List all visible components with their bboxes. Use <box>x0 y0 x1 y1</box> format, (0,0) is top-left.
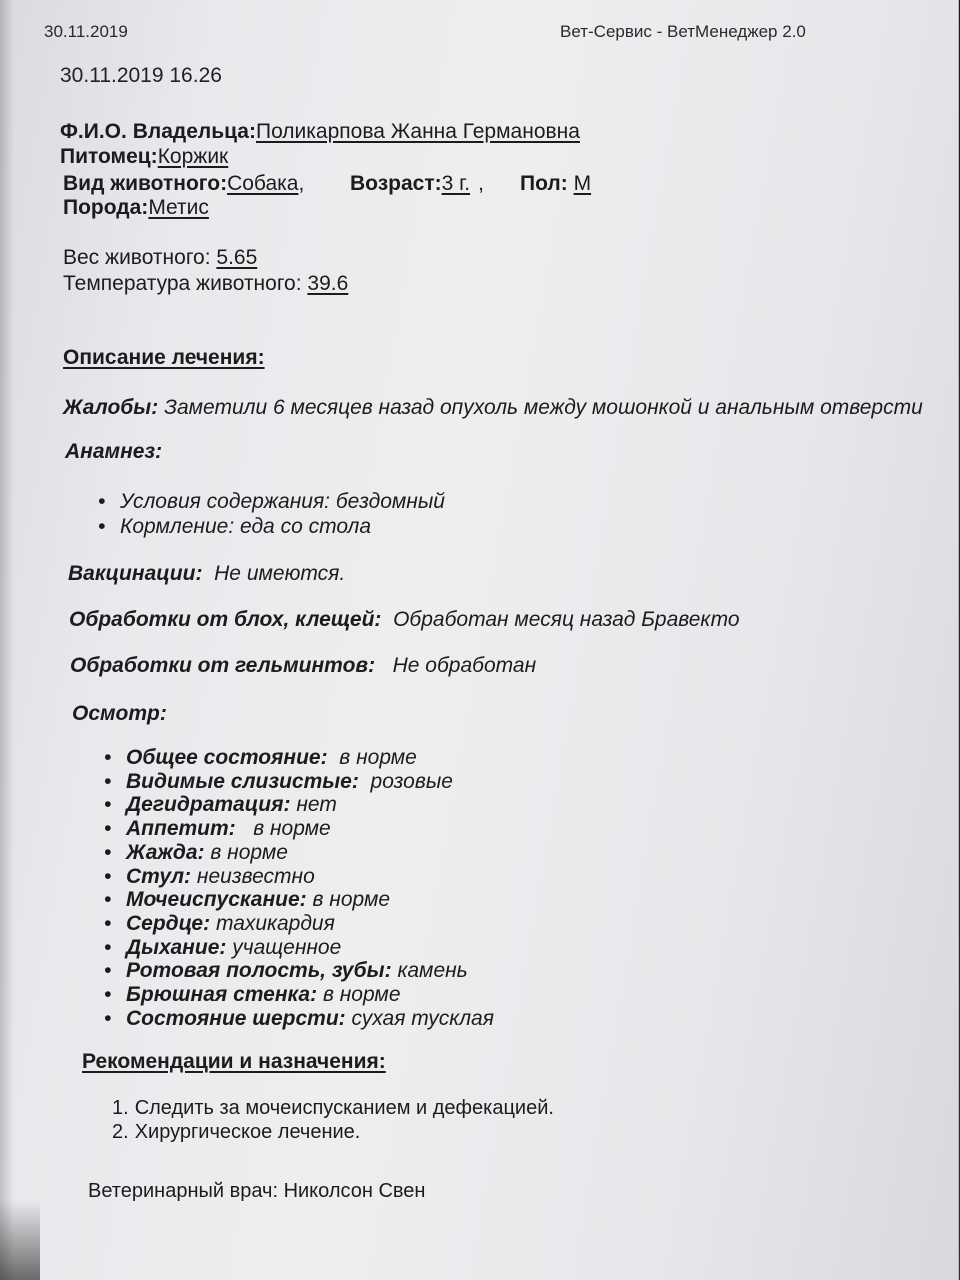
age-value: 3 г. <box>441 172 471 195</box>
sex-row <box>520 172 591 196</box>
pet-row <box>60 145 228 169</box>
exam-list <box>104 746 494 1030</box>
exam-item: • Состояние шерсти: сухая тусклая <box>104 1007 494 1031</box>
recommendation-item: 2. Хирургическое лечение. <box>112 1121 361 1143</box>
owner-value: Поликарпова Жанна Германовна <box>255 120 580 143</box>
exam-label: Осмотр: <box>72 702 167 725</box>
anamnesis-item: • Кормление: еда со стола <box>98 514 445 539</box>
helminth-treatment-label: Обработки от гельминтов: <box>70 654 376 677</box>
temperature-value: 39.6 <box>307 272 349 295</box>
temperature-row <box>63 272 348 296</box>
exam-item: • Дыхание: учащенное <box>104 936 494 960</box>
recommendations-list <box>112 1096 554 1144</box>
record-datetime: 30.11.2019 16.26 <box>60 64 222 87</box>
anamnesis-list <box>98 489 445 539</box>
pet-label: Питомец: <box>60 145 158 168</box>
temperature-label: Температура животного: <box>63 272 302 295</box>
pet-value: Коржик <box>157 145 229 168</box>
helminth-treatment-row <box>70 654 536 678</box>
exam-item: • Аппетит: в норме <box>104 817 494 841</box>
treatment-heading: Описание лечения: <box>63 346 265 369</box>
weight-row <box>63 246 257 270</box>
anamnesis-item: • Условия содержания: бездомный <box>98 489 445 514</box>
complaints-row <box>63 396 923 420</box>
sheet-shadow <box>0 0 14 1280</box>
app-title: Вет-Сервис - ВетМенеджер 2.0 <box>560 22 806 41</box>
species-row <box>63 172 304 196</box>
exam-item: • Сердце: тахикардия <box>104 912 494 936</box>
flea-treatment-row <box>69 608 740 632</box>
exam-item: • Ротовая полость, зубы: камень <box>104 959 494 983</box>
sheet-corner-shadow <box>0 1200 40 1280</box>
recommendation-item: 1. Следить за мочеиспусканием и дефекацией. <box>112 1097 554 1119</box>
breed-row <box>63 196 209 220</box>
flea-treatment-label: Обработки от блох, клещей: <box>69 608 382 631</box>
exam-item: • Видимые слизистые: розовые <box>104 770 494 794</box>
exam-item: • Жажда: в норме <box>104 841 494 865</box>
exam-item: • Брюшная стенка: в норме <box>104 983 494 1007</box>
breed-label: Порода: <box>63 196 149 219</box>
doctor-signature-row <box>88 1180 425 1203</box>
anamnesis-label: Анамнез: <box>65 440 163 463</box>
exam-item: • Стул: неизвестно <box>104 865 494 889</box>
species-separator: , <box>298 172 305 195</box>
sex-value: М <box>573 172 592 195</box>
vaccinations-label: Вакцинации: <box>68 562 203 585</box>
age-separator: , <box>478 172 484 195</box>
doctor-label: Ветеринарный врач: <box>88 1180 278 1202</box>
sex-label: Пол: <box>520 172 568 195</box>
species-value: Собака <box>227 172 299 195</box>
print-date: 30.11.2019 <box>44 22 128 41</box>
complaints-value: Заметили 6 месяцев назад опухоль между мошонкой и анальным отверсти <box>164 396 923 419</box>
exam-item: • Дегидратация: нет <box>104 793 494 817</box>
recommendations-heading: Рекомендации и назначения: <box>82 1050 386 1073</box>
species-label: Вид животного: <box>63 172 228 195</box>
vaccinations-value: Не имеются. <box>214 562 346 585</box>
age-row <box>350 172 484 196</box>
complaints-label: Жалобы: <box>63 396 159 419</box>
flea-treatment-value: Обработан месяц назад Бравекто <box>393 608 740 631</box>
exam-item: • Общее состояние: в норме <box>104 746 494 770</box>
vaccinations-row <box>68 562 345 586</box>
breed-value: Метис <box>148 196 209 219</box>
helminth-treatment-value: Не обработан <box>392 654 537 677</box>
weight-label: Вес животного: <box>63 246 211 269</box>
exam-item: • Мочеиспускание: в норме <box>104 888 494 912</box>
age-label: Возраст: <box>350 172 442 195</box>
owner-label: Ф.И.О. Владельца: <box>60 120 256 143</box>
weight-value: 5.65 <box>216 246 258 269</box>
doctor-name: Николсон Свен <box>283 1180 426 1202</box>
owner-row <box>60 120 580 144</box>
